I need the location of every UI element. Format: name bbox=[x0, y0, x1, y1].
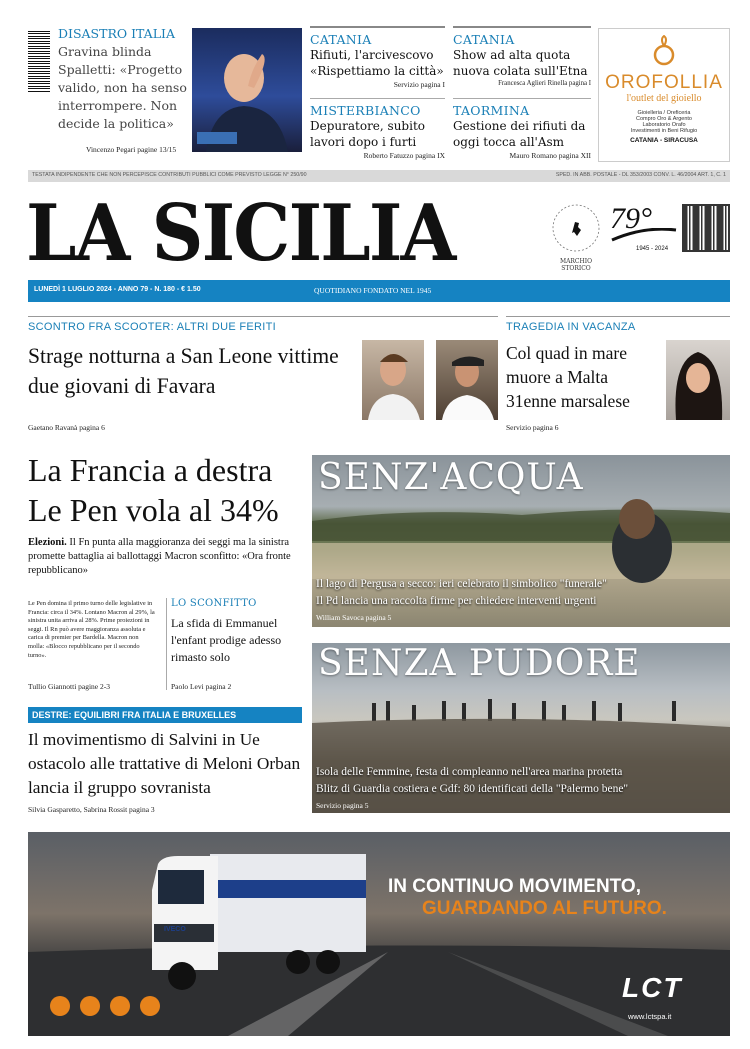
teaser-headline: Gestione dei rifiuti da oggi tocca all'Asm bbox=[453, 119, 586, 149]
pudore-caption-2: Blitz di Guardia costiera e Gdf: 80 identificati della "Palermo bene" bbox=[316, 783, 629, 795]
orofollia-line: Investimenti in Beni Rifugio bbox=[630, 128, 698, 134]
tragedia-portrait bbox=[666, 340, 730, 420]
teaser-catania-1[interactable] bbox=[310, 26, 445, 89]
teaser-byline: Roberto Fatuzzo pagina IX bbox=[363, 151, 445, 160]
salvini-byline: Silvia Gasparetto, Sabrina Rossit pagina 3 bbox=[28, 805, 155, 814]
orofollia-city: CATANIA - SIRACUSA bbox=[630, 137, 698, 144]
spalletti-figure bbox=[192, 28, 302, 152]
acqua-caption-2: Il Pd lancia una raccolta firme per chiedere interventi urgenti bbox=[316, 595, 597, 607]
ad-line-2: GUARDANDO AL FUTURO. bbox=[422, 898, 667, 919]
road-scene bbox=[28, 832, 730, 1036]
lct-url: www.lctspa.it bbox=[628, 1012, 672, 1021]
sconfitto-kicker: LO SCONFITTO bbox=[171, 598, 257, 609]
orofollia-ad[interactable] bbox=[598, 28, 730, 162]
orofollia-line: Compro Oro & Argento bbox=[636, 116, 692, 122]
teaser-kicker: CATANIA bbox=[310, 32, 372, 47]
pudore-title: SENZA PUDORE bbox=[318, 643, 641, 684]
dateline-right: QUOTIDIANO FONDATO NEL 1945 bbox=[314, 286, 432, 295]
sconfitto-block[interactable] bbox=[166, 598, 302, 690]
teaser-byline: Servizio pagina I bbox=[393, 80, 445, 89]
lct-logo: LCT bbox=[622, 972, 683, 1003]
francia-byline: Tullio Giannotti pagine 2-3 bbox=[28, 682, 111, 691]
disastro-kicker: DISASTRO ITALIA bbox=[58, 26, 175, 41]
victim-photo-2[interactable] bbox=[436, 340, 498, 420]
francia-lead-text: Il Fn punta alla maggioranza dei seggi ma la sinistra promette battaglia ai ballottaggi Macron sconfitto: «Ora fronte repubblicano» bbox=[28, 537, 291, 576]
pudore-caption-1: Isola delle Femmine, festa di compleanno nell'area marina protetta bbox=[316, 766, 623, 778]
masthead-title[interactable]: LA SICILIA bbox=[26, 188, 455, 279]
strage-headline: Strage notturna a San Leone vittime due giovani di Favara bbox=[28, 343, 339, 398]
dateline-bar bbox=[28, 280, 730, 302]
acqua-block[interactable] bbox=[312, 455, 730, 627]
acqua-byline: William Savoca pagina 5 bbox=[316, 613, 392, 622]
salvini-kicker-bar bbox=[28, 707, 302, 723]
victim-photo-1[interactable] bbox=[362, 340, 424, 420]
orofollia-tagline: l'outlet del gioiello bbox=[626, 93, 702, 104]
teaser-headline: Rifiuti, l'arcivescovo «Rispettiamo la città» bbox=[310, 48, 444, 78]
disastro-byline: Vincenzo Pegari pagine 13/15 bbox=[86, 145, 177, 154]
feature-icon bbox=[110, 996, 130, 1016]
legal-strip-left: TESTATA INDIPENDENTE CHE NON PERCEPISCE CONTRIBUTI PUBBLICI COME PREVISTO LEGGE N° 250/90 bbox=[32, 172, 307, 178]
teaser-misterbianco[interactable] bbox=[310, 98, 445, 160]
orofollia-line: Gioielleria / Oreficeria bbox=[637, 110, 691, 116]
legal-strip bbox=[28, 170, 730, 182]
teaser-catania-2[interactable] bbox=[453, 26, 591, 87]
feature-icon bbox=[50, 996, 70, 1016]
tragedia-byline: Servizio pagina 6 bbox=[506, 423, 559, 432]
francia-lead-bold: Elezioni. bbox=[28, 537, 67, 548]
orofollia-line: Laboratorio Orafo bbox=[642, 122, 686, 128]
pudore-byline: Servizio pagina 5 bbox=[316, 801, 369, 810]
francia-lead bbox=[28, 536, 304, 578]
truck-icon bbox=[148, 850, 368, 998]
qr-code[interactable] bbox=[682, 204, 730, 252]
barcode bbox=[28, 30, 50, 92]
orofollia-brand: OROFOLLIA bbox=[605, 72, 723, 93]
strage-byline: Gaetano Ravanà pagina 6 bbox=[28, 423, 105, 432]
marchio-storico bbox=[548, 200, 604, 272]
legal-strip-right: SPED. IN ABB. POSTALE - DL 353/2003 CONV. L. 46/2004 ART. 1, C. 1 bbox=[555, 172, 726, 178]
truck-brand: IVECO bbox=[164, 926, 186, 933]
spalletti-photo[interactable] bbox=[192, 28, 302, 152]
dateline-left: LUNEDÌ 1 LUGLIO 2024 - ANNO 79 - N. 180 - € 1.50 bbox=[34, 286, 201, 293]
teaser-headline: Depuratore, subito lavori dopo i furti bbox=[310, 119, 425, 149]
anniversary bbox=[610, 202, 678, 258]
strage-kicker: SCONTRO FRA SCOOTER: ALTRI DUE FERITI bbox=[28, 321, 277, 333]
francia-headline: La Francia a destra Le Pen vola al 34% bbox=[28, 452, 279, 528]
anniversary-number: 79° bbox=[610, 202, 652, 235]
teaser-kicker: TAORMINA bbox=[453, 103, 530, 118]
teaser-headline: Show ad alta quota nuova colata sull'Etna bbox=[453, 48, 588, 78]
sconfitto-byline: Paolo Levi pagina 2 bbox=[171, 682, 232, 691]
disastro-text: Gravina blinda Spalletti: «Progetto valido, non ha senso interrompere. Non decide la politica» bbox=[58, 44, 187, 131]
victim-portrait bbox=[362, 340, 424, 420]
pudore-block[interactable] bbox=[312, 643, 730, 813]
victim-portrait bbox=[436, 340, 498, 420]
salvini-kicker: DESTRE: EQUILIBRI FRA ITALIA E BRUXELLES bbox=[32, 710, 237, 720]
feature-icon bbox=[80, 996, 100, 1016]
marchio-storico-seal-icon bbox=[548, 200, 604, 256]
teaser-byline: Francesca Aglieri Rinella pagina I bbox=[498, 80, 591, 87]
salvini-headline[interactable]: Il movimentismo di Salvini in Ue ostacolo alle trattative di Meloni Orban lancia il gruppo sovranista bbox=[28, 730, 301, 797]
acqua-caption-1: Il lago di Pergusa a secco: ieri celebrato il simbolico "funerale" bbox=[316, 578, 607, 590]
ad-line-1: IN CONTINUO MOVIMENTO, bbox=[388, 876, 641, 897]
teaser-byline: Mauro Romano pagina XII bbox=[509, 151, 591, 160]
disastro-block[interactable] bbox=[58, 26, 188, 133]
marchio-label: MARCHIO STORICO bbox=[559, 258, 593, 272]
feature-icon bbox=[140, 996, 160, 1016]
teaser-kicker: CATANIA bbox=[453, 32, 515, 47]
teaser-taormina[interactable] bbox=[453, 98, 591, 160]
anniversary-swoosh-icon bbox=[610, 228, 678, 242]
sconfitto-headline: La sfida di Emmanuel l'enfant prodige adesso rimasto solo bbox=[171, 616, 282, 664]
francia-body: Le Pen domina il primo turno delle legislative in Francia: circa il 34%. Lontano Macron al 29%, la sinistra unita arriva al 28%. Prime proiezioni in seggi. Il Rn può avere maggioranza assoluta e carica di premier per Bardella. Macron non molla: «Blocco repubblicano per il secondo turno». bbox=[28, 600, 155, 659]
acqua-title: SENZ'ACQUA bbox=[318, 457, 584, 498]
tragedia-photo[interactable] bbox=[666, 340, 730, 420]
tragedia-headline: Col quad in mare muore a Malta 31enne marsalese bbox=[506, 343, 630, 411]
francia-block[interactable] bbox=[28, 450, 304, 578]
orofollia-logo-icon bbox=[649, 35, 679, 69]
lct-ad[interactable] bbox=[28, 832, 730, 1036]
tragedia-kicker: TRAGEDIA IN VACANZA bbox=[506, 321, 636, 333]
anniversary-years: 1945 - 2024 bbox=[636, 246, 669, 252]
strage-block[interactable] bbox=[28, 316, 498, 434]
teaser-kicker: MISTERBIANCO bbox=[310, 103, 421, 118]
